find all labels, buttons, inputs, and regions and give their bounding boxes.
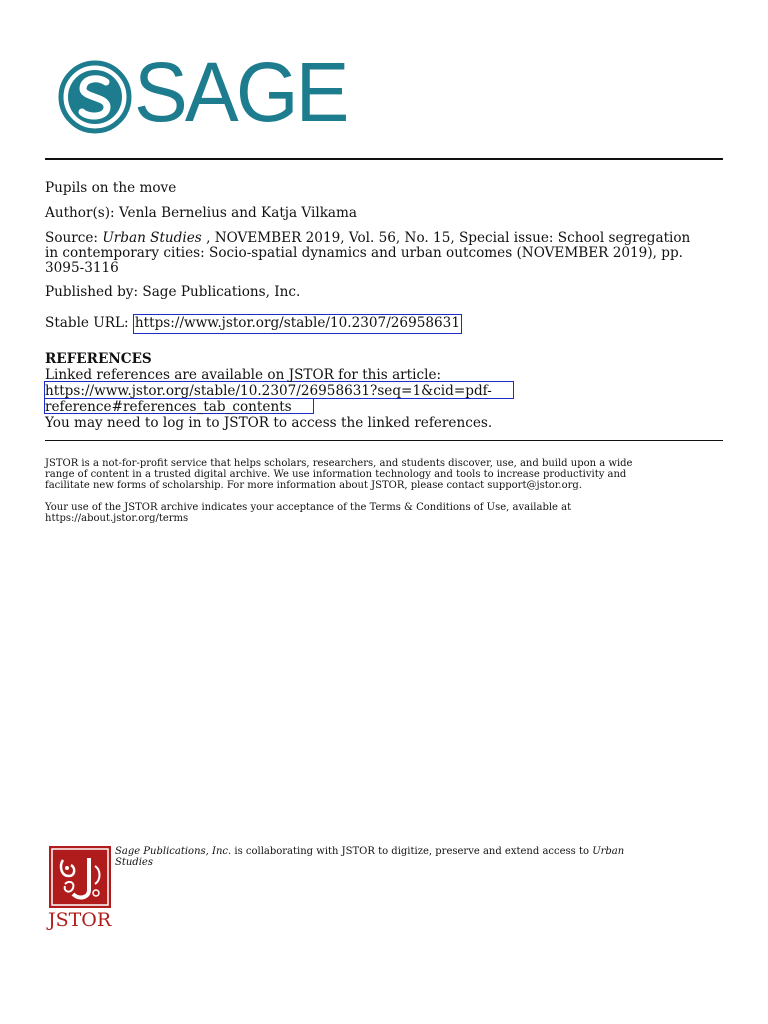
jstor-wordmark: JSTOR (48, 909, 112, 931)
published-by: Published by: Sage Publications, Inc. (45, 284, 301, 300)
collaboration-note (115, 846, 715, 868)
sage-wordmark: SAGE (134, 45, 347, 139)
references-link-line-2[interactable]: reference#references_tab_contents (45, 399, 292, 415)
article-title: Pupils on the move (45, 180, 177, 196)
source-label: Source: (45, 230, 103, 246)
jstor-logo (48, 846, 112, 936)
terms-url[interactable]: https://about.jstor.org/terms (45, 513, 189, 524)
collab-journal-1: Urban (592, 846, 625, 857)
journal-name: Urban Studies (102, 230, 202, 246)
references-link-line-1[interactable]: https://www.jstor.org/stable/10.2307/26958631?seq=1&cid=pdf- (45, 383, 492, 399)
stable-url-line (45, 314, 725, 334)
sage-s-circle-icon (58, 60, 132, 134)
jstor-emblem-icon (49, 846, 111, 908)
terms-line: Your use of the JSTOR archive indicates your acceptance of the Terms & Conditions of Use, available at (45, 502, 572, 513)
collab-publisher: Sage Publications, Inc. (115, 846, 232, 857)
article-authors: Author(s): Venla Bernelius and Katja Vilkama (45, 205, 358, 221)
references-body (45, 367, 725, 431)
sage-logo (58, 45, 347, 139)
references-login-note: You may need to log in to JSTOR to access the linked references. (45, 415, 493, 431)
source-line-3: 3095-3116 (45, 260, 119, 276)
references-heading: REFERENCES (45, 351, 152, 367)
references-intro: Linked references are available on JSTOR for this article: (45, 367, 442, 383)
stable-url-label: Stable URL: (45, 315, 133, 331)
terms-paragraph (45, 502, 725, 524)
collab-journal-2: Studies (115, 857, 153, 868)
article-source (45, 231, 725, 276)
jstor-about-paragraph (45, 458, 725, 491)
source-line-1 (45, 231, 725, 246)
middle-divider (45, 440, 723, 441)
about-line: facilitate new forms of scholarship. For more information about JSTOR, please contact support@jstor.org. (45, 480, 582, 491)
source-details: , NOVEMBER 2019, Vol. 56, No. 15, Special issue: School segregation (201, 230, 691, 246)
about-line: range of content in a trusted digital archive. We use information technology and tools to increase productivity and (45, 469, 627, 480)
top-divider (45, 158, 723, 160)
about-line: JSTOR is a not-for-profit service that helps scholars, researchers, and students discover, use, and build upon a wide (45, 458, 633, 469)
stable-url-link[interactable]: https://www.jstor.org/stable/10.2307/26958631 (133, 314, 462, 334)
source-line-2: in contemporary cities: Socio-spatial dynamics and urban outcomes (NOVEMBER 2019), pp. (45, 245, 683, 261)
collab-middle: is collaborating with JSTOR to digitize, preserve and extend access to (231, 846, 593, 857)
